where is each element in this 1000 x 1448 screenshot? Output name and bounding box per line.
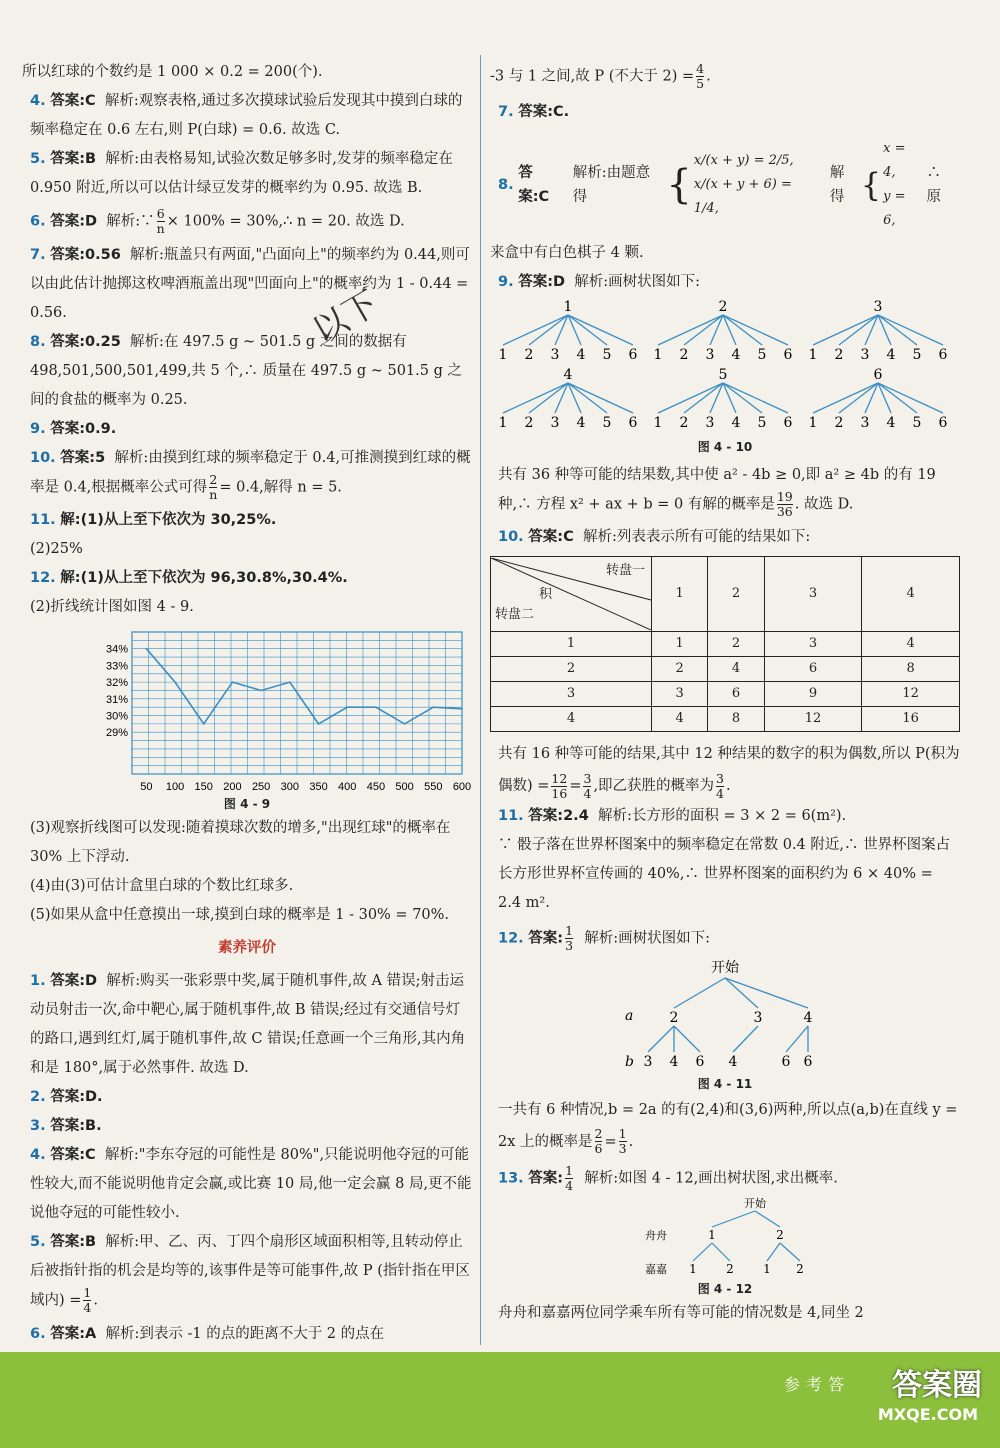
tree-start: 开始 [711, 959, 739, 976]
tree-branch [648, 1026, 674, 1052]
tree-leaf: 4 [886, 414, 896, 431]
watermark-url: MXQE.COM [877, 1405, 978, 1424]
tree-leaf: 6 [783, 346, 793, 363]
tree-leaf: 3 [705, 346, 715, 363]
tree-leaf: 3 [860, 414, 870, 431]
answer-7: 7. 答案:0.56 解析:瓶盖只有两面,"凸面向上"的频率约为 0.44,则可以由此估计抛掷这枚啤酒瓶盖出现"凹面向上"的概率约为 1 - 0.44 = 0.56. [30, 246, 470, 321]
tree-node: 2 [776, 1228, 784, 1242]
y-tick-label: 29% [105, 727, 128, 740]
tree-branch [767, 1243, 780, 1261]
tree-leaf: 3 [550, 346, 560, 363]
data-point [318, 723, 320, 725]
tree-level-label-b: b [625, 1053, 634, 1070]
tree-leaf: 6 [695, 1053, 705, 1070]
tree-level-label-a: 舟舟 [645, 1229, 667, 1242]
tree-leaf: 2 [679, 346, 689, 363]
eval-answer-5: 5. 答案:B 解析:甲、乙、丙、丁四个扇形区域面积相等,且转动停止后被指针指的机会是均等的,该事件是等可能事件,故 P (指针指在甲区域内) = $\frac{1}{4}$ . [30, 1234, 470, 1315]
table-header-top: 转盘一 [605, 563, 645, 578]
table-header-diagonal [491, 557, 652, 632]
answer-8: 8. 答案:0.25 解析:在 497.5 g ~ 501.5 g 之间的数据有 498,501,500,501,499,共 5 个,∴ 质量在 497.5 g ~ 501.5 g 之间的食盐的概率为 0.25. [30, 333, 462, 408]
footer-band [0, 1352, 1000, 1448]
answer-r9-text: 共有 36 种等可能的结果数,其中使 a² - 4b ≥ 0,即 a² ≥ 4b 的有 19 种,∴ 方程 x² + ax + b = 0 有解的概率是 $\frac{19}{36}$ . 故选 D. [498, 466, 936, 519]
tree-leaf: 3 [643, 1053, 653, 1070]
data-point [461, 708, 463, 710]
fraction: $\frac{12}{16}$ [551, 770, 568, 801]
x-tick-label: 200 [223, 781, 242, 793]
answer-r11: 11. 答案:2.4 解析:长方形的面积 = 3 × 2 = 6(m²). [498, 808, 847, 824]
tree-branch [674, 978, 725, 1008]
answer-12-part2: (2)折线统计图如图 4 - 9. [30, 599, 194, 615]
tree-leaf: 2 [796, 1262, 804, 1276]
tree-leaf: 3 [705, 414, 715, 431]
right-column [490, 62, 960, 1328]
line-chart-fig-4-9 [82, 624, 482, 794]
tree-leaf: 1 [653, 346, 663, 363]
tree-branch [786, 1026, 808, 1052]
tree-root: 4 [563, 366, 573, 383]
y-tick-label: 34% [105, 643, 128, 656]
tree-leaf: 1 [498, 346, 508, 363]
table-col-header: 2 [708, 557, 764, 632]
figure-caption-4-9: 图 4 - 9 [223, 797, 271, 811]
tree-leaf: 4 [731, 414, 741, 431]
handwritten-note: 以下 [306, 283, 386, 352]
tree-branch [725, 978, 808, 1008]
answer-r7: 7. 答案:C. [498, 103, 570, 120]
tree-leaf: 6 [783, 414, 793, 431]
tree-leaf: 2 [524, 414, 534, 431]
figure-caption-4-11: 图 4 - 11 [697, 1076, 753, 1091]
tree-leaf: 1 [808, 346, 818, 363]
tree-leaf: 1 [808, 414, 818, 431]
y-tick-label: 31% [105, 693, 128, 706]
tree-branch [780, 1243, 800, 1261]
tree-level-label-a: a [625, 1007, 634, 1024]
data-point [433, 706, 435, 708]
tree-branch [733, 1026, 758, 1052]
tree-leaf: 6 [628, 346, 638, 363]
tree-root: 3 [873, 298, 883, 315]
x-tick-label: 600 [452, 781, 472, 793]
tree-leaf: 3 [550, 414, 560, 431]
x-tick-label: 550 [424, 781, 443, 793]
tree-diagram-fig-4-11 [490, 954, 960, 1074]
answer-12-part4: (4)由(3)可估计盒里白球的个数比红球多. [30, 878, 294, 894]
data-point [260, 690, 262, 692]
tree-leaf: 2 [834, 346, 844, 363]
tree-leaf: 2 [834, 414, 844, 431]
equation-1: x/(x + y) = 2/5, [693, 152, 794, 168]
data-point [346, 706, 348, 708]
table-col-header: 1 [652, 557, 708, 632]
answer-4: 4. 答案:C 解析:观察表格,通过多次摸球试验后发现其中摸到白球的频率稳定在 0.6 左右,则 P(白球) = 0.6. 故选 C. [30, 93, 463, 138]
answer-r12: 12. 答案: $\frac{1}{3}$ 解析:画树状图如下: [498, 923, 711, 953]
product-table [490, 556, 960, 732]
answer-r11-part2: ∵ 骰子落在世界杯图案中的频率稳定在常数 0.4 附近,∴ 世界杯图案占长方形世界杯宣传画的 40%,∴ 世界杯图案的面积约为 6 × 40% = 2.4 m². [498, 837, 951, 911]
tree-branch [693, 1243, 712, 1261]
brace-icon: { [860, 165, 882, 204]
fraction: $\frac{1}{4}$ [565, 1162, 574, 1193]
tree-branch [755, 1211, 780, 1227]
fraction: $\frac{2}{6}$ [594, 1126, 603, 1156]
solution-1: x = 4, [883, 140, 906, 180]
tree-node: 2 [669, 1009, 679, 1026]
answer-r12-text: 一共有 6 种情况,b = 2a 的有(2,4)和(3,6)两种,所以点(a,b)在直线 y = 2x 上的概率是 $\frac{2}{6}$ = $\frac{1}{3}$ . [498, 1101, 958, 1156]
tree-node: 4 [803, 1009, 813, 1026]
equation-2: x/(x + y + 6) = 1/4, [693, 176, 792, 216]
x-tick-label: 50 [140, 781, 153, 793]
answer-12-part3: (3)观察折线图可以发现:随着摸球次数的增多,"出现红球"的概率在 30% 上下浮动. [30, 820, 451, 865]
x-tick-label: 100 [165, 781, 185, 793]
eval-answer-6: 6. 答案:A 解析:到表示 -1 的点的距离不大于 2 的点在 [30, 1325, 385, 1342]
line-red-ball-count: 所以红球的个数约是 1 000 × 0.2 = 200(个). [22, 64, 323, 80]
data-point [203, 723, 205, 725]
watermark-logo: 答案圈 [892, 1368, 982, 1403]
tree-leaf: 5 [602, 346, 612, 363]
tree-leaf: 1 [653, 414, 663, 431]
tree-leaf: 6 [781, 1053, 791, 1070]
y-tick-label: 32% [105, 677, 128, 690]
tree-leaf: 6 [628, 414, 638, 431]
answer-11-part2: (2)25% [30, 541, 83, 557]
answer-6: 6. 答案:D 解析:∵ $\frac{6}{n}$ × 100% = 30%,∴ n = 20. 故选 D. [30, 206, 405, 236]
answer-r8: 8. 答案:C 解析:由题意得 { x/(x + y) = 2/5, x/(x + y + 6) = 1/4, 解得 { x = 4, y = 6, ∴ 原 [490, 137, 960, 233]
tree-leaf: 5 [912, 346, 922, 363]
data-point [174, 681, 176, 683]
line-p-not-greater-2: -3 与 1 之间,故 P (不大于 2) = $\frac{4}{5}$ . [490, 61, 711, 91]
answer-r13-text: 舟舟和嘉嘉两位同学乘车所有等可能的情况数是 4,同坐 2 [498, 1305, 864, 1321]
figure-caption-4-12: 图 4 - 12 [697, 1282, 753, 1296]
answer-r10: 10. 答案:C 解析:列表表示所有可能的结果如下: [498, 529, 811, 545]
tree-leaf: 4 [731, 346, 741, 363]
fraction: $\frac{1}{3}$ [565, 923, 574, 953]
table-row: 2 2 4 6 8 [491, 657, 960, 682]
table-header-mid: 积 [539, 587, 553, 602]
data-point [146, 648, 148, 650]
tree-root: 6 [873, 366, 883, 383]
tree-leaf: 4 [728, 1053, 738, 1070]
tree-leaf: 1 [498, 414, 508, 431]
data-point [232, 681, 234, 683]
brace-icon: { [666, 161, 692, 208]
tree-leaf: 5 [757, 414, 767, 431]
x-tick-label: 450 [366, 781, 386, 793]
fraction: $\frac{1}{3}$ [618, 1126, 627, 1156]
fraction: $\frac{19}{36}$ [776, 488, 793, 519]
tree-node: 1 [708, 1228, 716, 1242]
table-header-bot: 转盘二 [495, 607, 535, 622]
answer-9: 9. 答案:0.9. [30, 420, 117, 437]
answer-10: 10. 答案:5 解析:由摸到红球的频率稳定于 0.4,可推测摸到红球的概率是 0.4,根据概率公式可得 $\frac{2}{n}$ = 0.4,解得 n = 5. [30, 449, 471, 502]
tree-leaf: 4 [576, 414, 586, 431]
tree-branch [712, 1243, 730, 1261]
fraction: $\frac{3}{4}$ [716, 770, 724, 801]
tree-leaf: 4 [576, 346, 586, 363]
fraction: $\frac{2}{n}$ [209, 471, 218, 502]
tree-leaf: 1 [689, 1262, 697, 1276]
eval-answer-3: 3. 答案:B. [30, 1118, 102, 1134]
eval-answer-1: 1. 答案:D 解析:购买一张彩票中奖,属于随机事件,故 A 错误;射击运动员射击一次,命中靶心,属于随机事件,故 B 错误;经过有交通信号灯的路口,遇到红灯,属于随机事件,故 C 错误;任意画一个三角形,其内角和是 180°,属于必然事件. 故选 D. [30, 973, 466, 1076]
data-point [375, 706, 377, 708]
eval-answer-2: 2. 答案:D. [30, 1089, 103, 1105]
tree-leaf: 1 [763, 1262, 771, 1276]
x-tick-label: 350 [309, 781, 328, 793]
x-tick-label: 500 [395, 781, 414, 793]
tree-root: 2 [718, 298, 728, 315]
tree-leaf: 5 [912, 414, 922, 431]
tree-branch [725, 978, 758, 1008]
fraction: $\frac{4}{5}$ [696, 61, 705, 91]
table-row: 4 4 8 12 16 [491, 707, 960, 732]
x-tick-label: 400 [338, 781, 357, 793]
answer-11: 11. 解:(1)从上至下依次为 30,25%. [30, 512, 277, 528]
table-row: 3 3 6 9 12 [491, 682, 960, 707]
solution-2: y = 6, [883, 188, 906, 228]
tree-node: 3 [753, 1009, 763, 1026]
fraction: $\frac{3}{4}$ [583, 770, 592, 801]
eval-answer-4: 4. 答案:C 解析:"李东夺冠的可能性是 80%",只能说明他夺冠的可能性较大,而不能说明他肯定会赢,或比赛 10 局,他一定会赢 8 局,更不能说他夺冠的可能性较小. [30, 1147, 472, 1221]
answer-12-part5: (5)如果从盒中任意摸出一球,摸到白球的概率是 1 - 30% = 70%. [30, 907, 450, 923]
y-tick-label: 30% [105, 710, 128, 723]
tree-diagram-fig-4-12 [490, 1193, 960, 1279]
x-tick-label: 300 [280, 781, 300, 793]
tree-leaf: 2 [726, 1262, 734, 1276]
footer-label: 参考答 [783, 1375, 850, 1394]
section-title: 素养评价 [218, 940, 276, 956]
fraction: $\frac{6}{n}$ [156, 206, 165, 236]
tree-leaf: 5 [602, 414, 612, 431]
tree-root: 5 [718, 366, 728, 383]
y-tick-label: 33% [105, 660, 128, 673]
tree-leaf: 6 [938, 346, 948, 363]
table-row: 1 1 2 3 4 [491, 632, 960, 657]
answer-5: 5. 答案:B 解析:由表格易知,试验次数足够多时,发芽的频率稳定在 0.950 附近,所以可以估计绿豆发芽的概率约为 0.95. 故选 B. [30, 151, 453, 196]
data-point [404, 723, 406, 725]
tree-leaf: 6 [803, 1053, 813, 1070]
series-line [146, 649, 462, 724]
left-column [22, 58, 472, 1349]
tree-branch [712, 1211, 755, 1227]
data-point [289, 681, 291, 683]
tree-level-label-b: 嘉嘉 [645, 1263, 667, 1276]
x-tick-label: 150 [194, 781, 213, 793]
tree-leaf: 2 [524, 346, 534, 363]
x-tick-label: 250 [251, 781, 271, 793]
fraction: $\frac{1}{4}$ [83, 1285, 92, 1315]
tree-root: 1 [563, 298, 573, 315]
tree-branch [674, 1026, 700, 1052]
answer-r10-text: 共有 16 种等可能的结果,其中 12 种结果的数字的积为偶数,所以 P(积为偶数) = $\frac{12}{16}$ = $\frac{3}{4}$ ,即乙获胜的概率为 $\frac{3}{4}$ . [498, 746, 960, 801]
table-col-header: 3 [764, 557, 862, 632]
answer-12: 12. 解:(1)从上至下依次为 96,30.8%,30.4%. [30, 570, 348, 586]
tree-leaf: 3 [860, 346, 870, 363]
tree-start: 开始 [744, 1197, 766, 1210]
tree-diagram-fig-4-10 [490, 297, 960, 437]
tree-leaf: 6 [938, 414, 948, 431]
tree-leaf: 5 [757, 346, 767, 363]
answer-r9: 9. 答案:D 解析:画树状图如下: [498, 273, 701, 290]
answer-r8-line2: 来盒中有白色棋子 4 颗. [490, 244, 644, 261]
tree-leaf: 4 [669, 1053, 679, 1070]
answer-r13: 13. 答案: $\frac{1}{4}$ 解析:如图 4 - 12,画出树状图,求出概率. [498, 1162, 838, 1193]
tree-leaf: 2 [679, 414, 689, 431]
figure-caption-4-10: 图 4 - 10 [697, 439, 753, 454]
table-col-header: 4 [862, 557, 960, 632]
tree-leaf: 4 [886, 346, 896, 363]
